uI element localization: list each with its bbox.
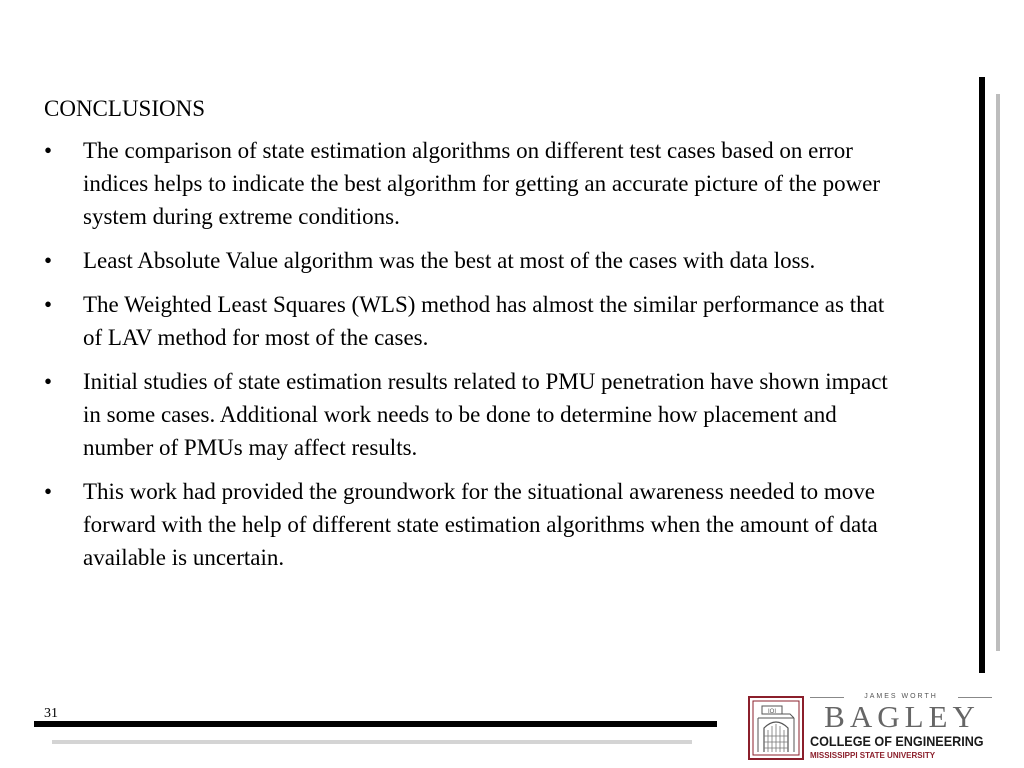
- svg-text:IOI: IOI: [767, 709, 777, 715]
- logo-university-text: MISSISSIPPI STATE UNIVERSITY: [810, 751, 936, 760]
- college-logo: [748, 692, 998, 764]
- horizontal-shadow-bar: [52, 740, 692, 744]
- logo-main-text: BAGLEY: [824, 699, 980, 734]
- vertical-accent-bar: [979, 77, 985, 673]
- bullet-text: The Weighted Least Squares (WLS) method has almost the similar performance as that of LAV method for most of the cases.: [83, 292, 885, 350]
- vertical-shadow-bar: [996, 94, 1000, 651]
- logo-college-text: COLLEGE OF ENGINEERING: [810, 733, 984, 749]
- page-number: 31: [44, 706, 58, 721]
- bullet-item: [44, 244, 894, 277]
- bullet-item: [44, 288, 894, 354]
- bullet-list: [44, 134, 894, 585]
- horizontal-accent-bar: [34, 721, 717, 727]
- bullet-dot-icon: •: [44, 479, 53, 504]
- bullet-item: [44, 134, 894, 233]
- bullet-text: The comparison of state estimation algorithms on different test cases based on error indices helps to indicate the best algorithm for getting an accurate picture of the power system during extreme conditions.: [83, 138, 881, 229]
- bullet-item: [44, 475, 894, 574]
- bullet-text: This work had provided the groundwork for the situational awareness needed to move forward with the help of different state estimation algorithms when the amount of data available is uncertain.: [83, 479, 878, 570]
- bullet-dot-icon: •: [44, 292, 53, 317]
- building-emblem-icon: [748, 696, 804, 760]
- bullet-text: Initial studies of state estimation results related to PMU penetration have shown impact in some cases. Additional work needs to be done to determine how placement and number of PMUs may affect results.: [83, 369, 888, 460]
- bullet-dot-icon: •: [44, 369, 53, 394]
- bullet-dot-icon: •: [44, 248, 53, 273]
- bullet-dot-icon: •: [44, 138, 53, 163]
- slide-heading: CONCLUSIONS: [44, 96, 206, 121]
- bullet-text: Least Absolute Value algorithm was the best at most of the cases with data loss.: [83, 248, 816, 273]
- bullet-item: [44, 365, 894, 464]
- logo-upper-text: JAMES WORTH: [810, 692, 992, 702]
